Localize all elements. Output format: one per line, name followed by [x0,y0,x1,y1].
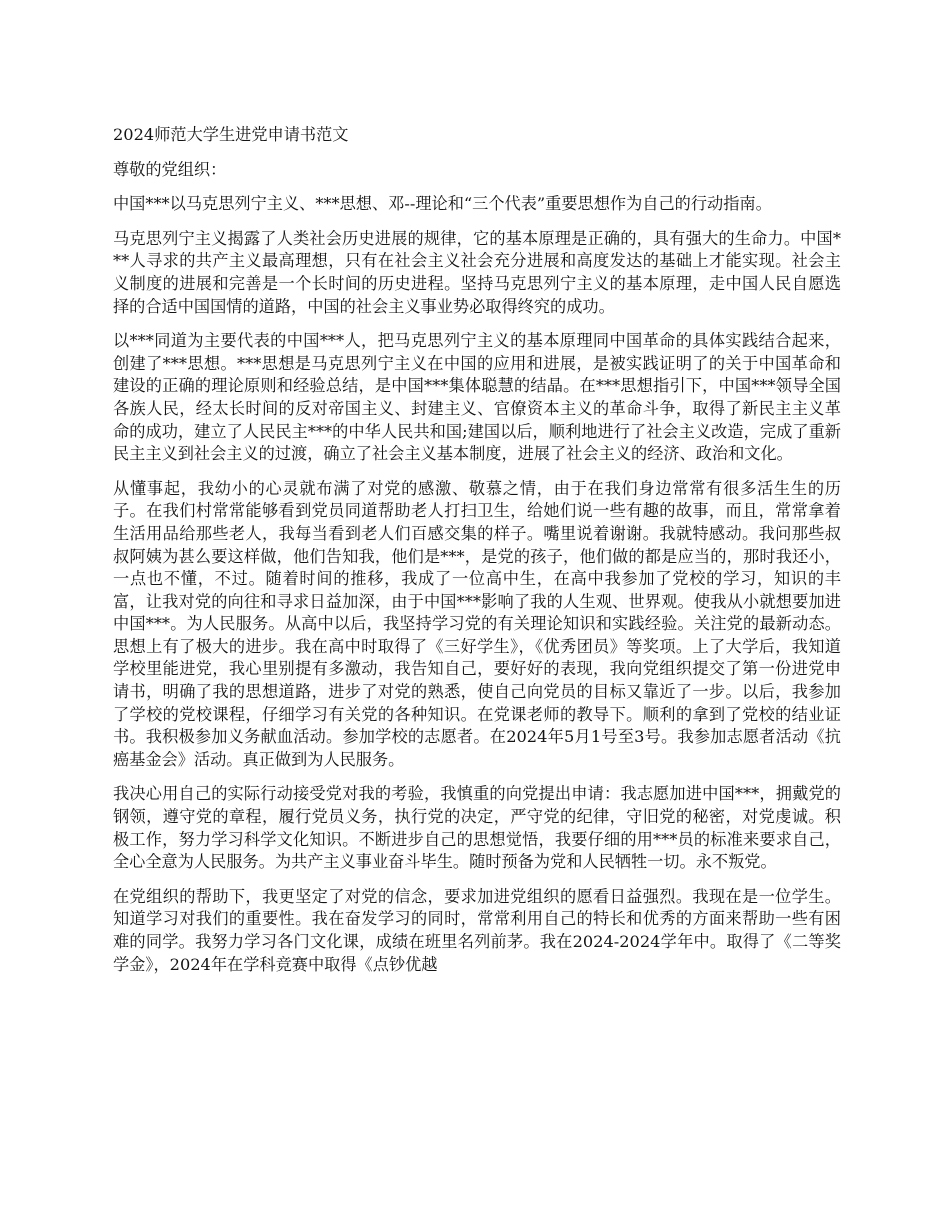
paragraph-1: 中国***以马克思列宁主义、***思想、邓--理论和“三个代表”重要思想作为自己的行动指南。 [113,194,772,214]
document-page [113,124,841,988]
paragraph-3: 以***同道为主要代表的中国***人，把马克思列宁主义的基本原理同中国革命的具体实践结合起来，创建了***思想。***思想是马克思列宁主义在中国的应用和进展，是被实践证明了的关于中国革命和建设的正确的理论原则和经验总结，是中国***集体聪慧的结晶。在***思想指引下，中国***领导全国各族人民，经太长时间的反对帝国主义、封建主义、官僚资本主义的革命斗争，取得了新民主主义革命的成功，建立了人民民主***的中华人民共和国;建国以后，顺利地进行了社会主义改造，完成了重新民主主义到社会主义的过渡，确立了社会主义基本制度，进展了社会主义的经济、政治和文化。 [113,331,841,464]
paragraph-4: 从懂事起，我幼小的心灵就布满了对党的感激、敬慕之情，由于在我们身边常常有很多活生生的历子。在我们村常常能够看到党员同道帮助老人打扫卫生，给她们说一些有趣的故事，而且，常常拿着生活用品给那些老人，我每当看到老人们百感交集的样子。嘴里说着谢谢。我就特感动。我问那些叔叔阿姨为甚么要这样做，他们告知我，他们是***，是党的孩子，他们做的都是应当的，那时我还小，一点也不懂，不过。随着时间的推移，我成了一位高中生，在高中我参加了党校的学习，知识的丰富，让我对党的向往和寻求日益加深，由于中国***影响了我的人生观、世界观。使我从小就想要加进中国***。为人民服务。从高中以后，我坚持学习党的有关理论知识和实践经验。关注党的最新动态。思想上有了极大的进步。我在高中时取得了《三好学生》，《优秀团员》等奖项。上了大学后，我知道学校里能进党，我心里别提有多激动，我告知自己，要好好的表现，我向党组织提交了第一份进党申请书，明确了我的思想道路，进步了对党的熟悉，使自己向党员的目标又靠近了一步。以后，我参加了学校的党校课程，仔细学习有关党的各种知识。在党课老师的教导下。顺利的拿到了党校的结业证书。我积极参加义务献血活动。参加学校的志愿者。在2024年5月1号至3号。我参加志愿者活动《抗癌基金会》活动。真正做到为人民服务。 [113,478,841,769]
paragraph-5: 我决心用自己的实际行动接受党对我的考验，我慎重的向党提出申请：我志愿加进中国***，拥戴党的钢领，遵守党的章程，履行党员义务，执行党的决定，严守党的纪律，守旧党的秘密，对党虔诚。积极工作，努力学习科学文化知识。不断进步自己的思想觉悟，我要仔细的用***员的标准来要求自己，全心全意为人民服务。为共产主义事业奋斗毕生。随时预备为党和人民牺牲一切。永不叛党。 [113,784,841,872]
document-title: 2024师范大学生进党申请书范文 [113,125,349,144]
salutation: 尊敬的党组织： [113,159,227,179]
paragraph-2: 马克思列宁主义揭露了人类社会历史进展的规律，它的基本原理是正确的，具有强大的生命力。中国***人寻求的共产主义最高理想，只有在社会主义社会充分进展和高度发达的基础上才能实现。社会主义制度的进展和完善是一个长时间的历史进程。坚持马克思列宁主义的基本原理，走中国人民自愿选择的合适中国国情的道路，中国的社会主义事业势必取得终究的成功。 [113,228,841,316]
paragraph-6: 在党组织的帮助下，我更坚定了对党的信念，要求加进党组织的愿看日益强烈。我现在是一位学生。知道学习对我们的重要性。我在奋发学习的同时，常常利用自己的特长和优秀的方面来帮助一些有困难的同学。我努力学习各门文化课，成绩在班里名列前茅。我在2024-2024学年中。取得了《二等奖学金》，2024年在学科竞赛中取得《点钞优越 [113,886,841,974]
